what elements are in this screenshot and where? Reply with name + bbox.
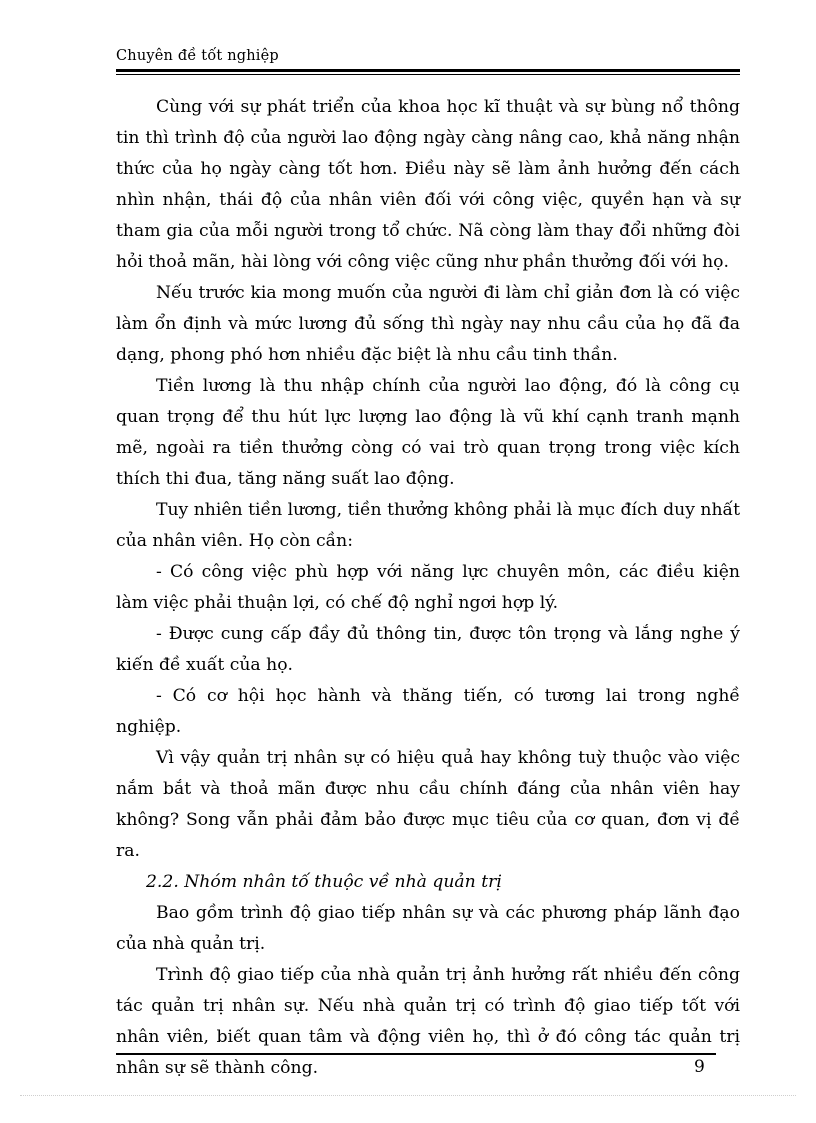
page-number: 9 [694, 1057, 705, 1077]
paragraph: Tiền lương là thu nhập chính của người lao động, đó là công cụ quan trọng để thu hút lực lượng lao động là vũ khí cạnh tranh mạnh mẽ, ngoài ra tiền thưởng còng có vai trò quan trọng trong việc kích thích thi đua, tăng năng suất lao động. [116, 376, 740, 489]
paragraph: Cùng với sự phát triển của khoa học kĩ thuật và sự bùng nổ thông tin thì trình độ của người lao động ngày càng nâng cao, khả năng nhận thức của họ ngày càng tốt hơn. Điều này sẽ làm ảnh hưởng đến cách nhìn nhận, thái độ của nhân viên đối với công việc, quyền hạn và sự tham gia của mỗi người trong tổ chức. Nã còng làm thay đổi những đòi hỏi thoả mãn, hài lòng với công việc cũng như phần thưởng đối với họ. [116, 97, 740, 272]
list-item: - Được cung cấp đầy đủ thông tin, được tôn trọng và lắng nghe ý kiến đề xuất của họ. [116, 624, 740, 675]
list-item: - Có cơ hội học hành và thăng tiến, có tương lai trong nghề nghiệp. [116, 686, 740, 737]
paragraph: Vì vậy quản trị nhân sự có hiệu quả hay không tuỳ thuộc vào việc nắm bắt và thoả mãn được nhu cầu chính đáng của nhân viên hay không? Song vẫn phải đảm bảo được mục tiêu của cơ quan, đơn vị đề ra. [116, 748, 740, 861]
page-header [116, 48, 740, 64]
footer-rule [116, 1053, 716, 1055]
paragraph: Tuy nhiên tiền lương, tiền thưởng không phải là mục đích duy nhất của nhân viên. Họ còn cần: [116, 500, 740, 551]
list-item: - Có công việc phù hợp với năng lực chuyên môn, các điều kiện làm việc phải thuận lợi, có chế độ nghỉ ngơi hợp lý. [116, 562, 740, 613]
header-rule-thick [116, 69, 740, 72]
page-bottom-border [20, 1095, 796, 1096]
paragraph: Nếu trước kia mong muốn của người đi làm chỉ giản đơn là có việc làm ổn định và mức lương đủ sống thì ngày nay nhu cầu của họ đã đa dạng, phong phó hơn nhiều đặc biệt là nhu cầu tinh thần. [116, 283, 740, 365]
paragraph: Bao gồm trình độ giao tiếp nhân sự và các phương pháp lãnh đạo của nhà quản trị. [116, 903, 740, 954]
document-body [116, 92, 740, 1084]
paragraph: Trình độ giao tiếp của nhà quản trị ảnh hưởng rất nhiều đến công tác quản trị nhân sự. Nếu nhà quản trị có trình độ giao tiếp tốt với nhân viên, biết quan tâm và động viên họ, thì ở đó công tác quản trị nhân sự sẽ thành công. [116, 965, 740, 1078]
section-heading: 2.2. Nhóm nhân tố thuộc về nhà quản trị [146, 872, 502, 892]
header-title: Chuyên đề tốt nghiệp [116, 48, 279, 64]
header-rule-thin [116, 74, 740, 75]
